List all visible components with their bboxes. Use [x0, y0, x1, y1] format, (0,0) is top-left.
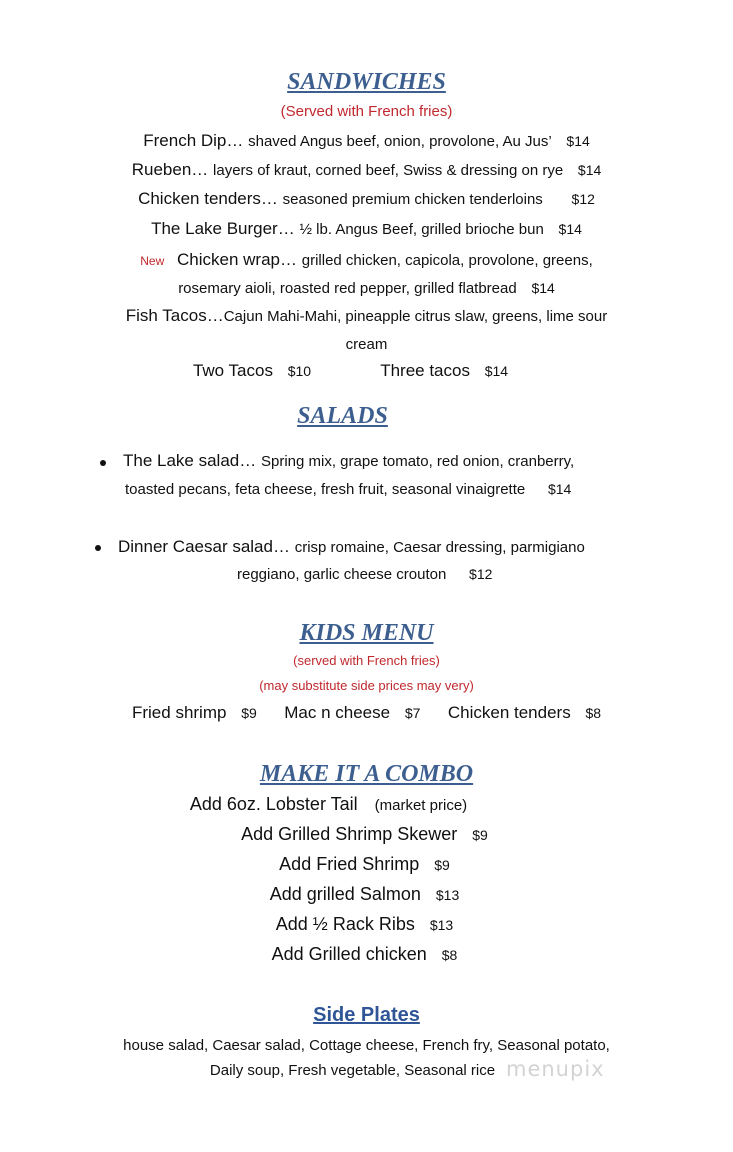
- item-price: $14: [531, 280, 555, 296]
- item-name: Chicken wrap…: [177, 250, 297, 269]
- kids-item-price: $7: [404, 705, 421, 721]
- menu-item-lake-burger: [0, 218, 733, 241]
- salads-heading: SALADS: [297, 403, 388, 429]
- item-name: Fish Tacos…: [125, 306, 224, 325]
- menu-item-chicken-wrap-cont: [0, 277, 733, 300]
- bullet-icon: [100, 460, 106, 466]
- item-desc: Spring mix, grape tomato, red onion, cranberry,: [260, 453, 575, 470]
- menu-item-rueben: [0, 159, 733, 182]
- item-desc: shaved Angus beef, onion, provolone, Au Jus’: [248, 133, 552, 150]
- item-price: $14: [558, 221, 582, 237]
- sandwiches-note: (Served with French fries): [280, 103, 453, 120]
- item-price: $14: [577, 162, 602, 178]
- item-desc: crisp romaine, Caesar dressing, parmigiano: [294, 539, 585, 556]
- menu-item-fish-tacos: [0, 305, 733, 328]
- item-name: The Lake Burger…: [151, 219, 295, 238]
- menu-item-fish-tacos-cont: [0, 333, 733, 356]
- combo-item-chicken: [0, 943, 731, 966]
- salad-item-caesar: [118, 536, 585, 559]
- item-desc: layers of kraut, corned beef, Swiss & dressing on rye: [213, 162, 564, 179]
- menu-item-french-dip: [0, 130, 733, 153]
- item-name: French Dip…: [143, 131, 244, 150]
- item-name: Dinner Caesar salad…: [118, 537, 290, 556]
- item-price: $14: [547, 481, 572, 497]
- combo-item-lobster: [0, 793, 695, 817]
- bullet-icon: [95, 545, 101, 551]
- side-plates-line-2: Daily soup, Fresh vegetable, Seasonal rice: [209, 1062, 496, 1079]
- three-tacos-label: Three tacos: [380, 361, 470, 380]
- two-tacos-price: $10: [287, 363, 312, 379]
- item-name: Rueben…: [131, 160, 209, 179]
- side-plates-line-1: house salad, Caesar salad, Cottage cheese, French fry, Seasonal potato,: [123, 1037, 610, 1054]
- kids-note-1: (served with French fries): [293, 653, 440, 668]
- salad-item-lake-cont: [125, 478, 571, 501]
- salad-item-caesar-cont: [237, 563, 492, 586]
- item-desc: Cajun Mahi-Mahi, pineapple citrus slaw, greens, lime sour: [223, 308, 608, 325]
- item-price: $14: [566, 133, 590, 149]
- combo-item-price: $13: [435, 887, 460, 903]
- kids-item-name: Fried shrimp: [131, 703, 227, 722]
- combo-item-salmon: [0, 883, 731, 906]
- menu-item-chicken-wrap: [0, 249, 733, 272]
- new-badge: New: [140, 254, 165, 268]
- item-name: Chicken tenders…: [138, 189, 278, 208]
- combo-item-price: $9: [434, 857, 450, 873]
- combo-item-fried-shrimp: [0, 853, 731, 876]
- side-plates-heading: Side Plates: [313, 1004, 420, 1026]
- item-desc-continued: toasted pecans, feta cheese, fresh fruit, seasonal vinaigrette: [125, 481, 526, 498]
- kids-item-name: Chicken tenders: [447, 703, 571, 722]
- item-desc-continued: rosemary aioli, roasted red pepper, grilled flatbread: [178, 280, 517, 297]
- item-desc: ½ lb. Angus Beef, grilled brioche bun: [299, 221, 544, 238]
- kids-note-2: (may substitute side prices may very): [259, 678, 474, 693]
- combo-heading: MAKE IT A COMBO: [259, 761, 474, 787]
- three-tacos-price: $14: [484, 363, 509, 379]
- combo-item-name: Add Fried Shrimp: [279, 854, 420, 874]
- item-name: The Lake salad…: [123, 451, 257, 470]
- kids-item-name: Mac n cheese: [284, 703, 391, 722]
- combo-item-name: Add ½ Rack Ribs: [275, 914, 415, 934]
- combo-item-name: Add grilled Salmon: [269, 884, 421, 904]
- item-price: $12: [571, 191, 595, 207]
- combo-item-price: $8: [441, 947, 458, 963]
- combo-item-price: $13: [429, 917, 454, 933]
- item-desc-continued: cream: [345, 336, 388, 353]
- item-desc: seasoned premium chicken tenderloins: [282, 191, 543, 208]
- watermark: menupix: [506, 1057, 605, 1081]
- item-desc: grilled chicken, capicola, provolone, greens,: [301, 252, 593, 269]
- kids-heading: KIDS MENU: [299, 620, 434, 646]
- item-price: $12: [469, 566, 493, 582]
- combo-item-name: Add Grilled chicken: [271, 944, 427, 964]
- tacos-options: [0, 360, 717, 382]
- combo-item-price: $9: [472, 827, 488, 843]
- combo-item-note: (market price): [374, 797, 468, 814]
- two-tacos-label: Two Tacos: [192, 361, 273, 380]
- kids-item-price: $8: [585, 705, 602, 721]
- sandwiches-heading: SANDWICHES: [287, 69, 446, 95]
- kids-items: [0, 702, 733, 724]
- item-desc-continued: reggiano, garlic cheese crouton: [237, 566, 447, 583]
- menu-item-chicken-tenders: [0, 188, 733, 211]
- combo-item-name: Add Grilled Shrimp Skewer: [241, 824, 458, 844]
- combo-item-ribs: [0, 913, 731, 936]
- salad-item-lake: [123, 450, 574, 473]
- kids-item-price: $9: [241, 705, 257, 721]
- combo-item-shrimp-skewer: [0, 823, 731, 846]
- combo-item-name: Add 6oz. Lobster Tail: [189, 794, 358, 814]
